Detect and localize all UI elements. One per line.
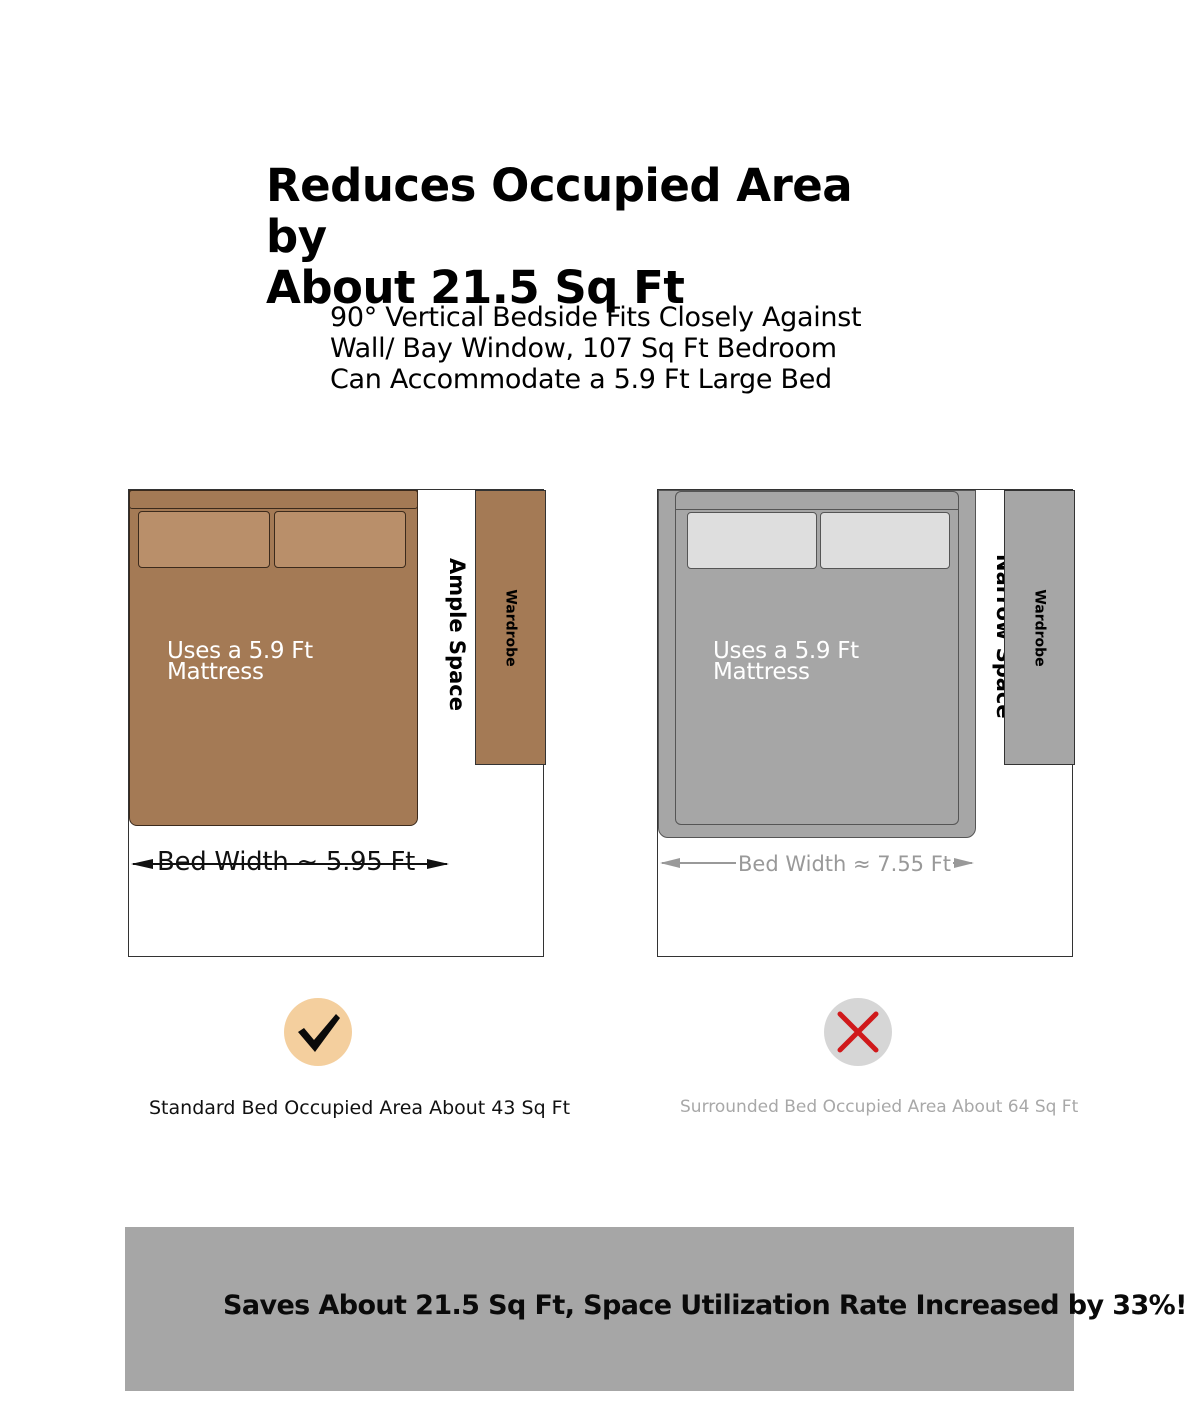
subtitle-line-1: 90° Vertical Bedside Fits Closely Against xyxy=(330,302,862,333)
wardrobe-label: Wardrobe xyxy=(502,588,519,667)
pillow-left xyxy=(687,512,817,569)
wardrobe-label: Wardrobe xyxy=(1031,588,1048,667)
mattress-label-line-2: Mattress xyxy=(167,659,264,685)
title-line-1: Reduces Occupied Area by xyxy=(266,159,853,263)
pillow-right xyxy=(820,512,950,569)
mattress-label-line-2: Mattress xyxy=(713,659,810,685)
surrounded-bed-caption: Surrounded Bed Occupied Area About 64 Sq Ft xyxy=(680,1097,1079,1117)
summary-banner-text: Saves About 21.5 Sq Ft, Space Utilization Rate Increased by 33%! xyxy=(223,1290,1187,1321)
bed-width-label: Bed Width ≈ 7.55 Ft xyxy=(738,852,952,876)
standard-bed xyxy=(129,490,418,826)
subtitle-line-3: Can Accommodate a 5.9 Ft Large Bed xyxy=(330,364,832,395)
mattress-label-line-1: Uses a 5.9 Ft xyxy=(713,638,859,664)
bed-width-label: Bed Width ~ 5.95 Ft xyxy=(157,847,416,877)
page-title xyxy=(266,160,906,313)
cross-icon xyxy=(824,998,892,1066)
wardrobe xyxy=(1004,490,1075,765)
mattress-label xyxy=(167,638,313,685)
title-line-2: About 21.5 Sq Ft xyxy=(266,261,685,314)
check-icon xyxy=(284,998,352,1066)
pillow-right xyxy=(274,511,406,568)
subtitle xyxy=(330,302,890,395)
surrounded-bed xyxy=(658,490,976,838)
ample-space-label: Ample Space xyxy=(445,558,469,711)
mattress-label-line-1: Uses a 5.9 Ft xyxy=(167,638,313,664)
subtitle-line-2: Wall/ Bay Window, 107 Sq Ft Bedroom xyxy=(330,333,837,364)
wardrobe xyxy=(475,490,546,765)
headboard xyxy=(129,490,418,509)
mattress-label xyxy=(713,638,859,685)
surrounded-room-diagram xyxy=(657,489,1073,957)
bed-frame-headline xyxy=(675,509,959,510)
pillow-left xyxy=(138,511,270,568)
standard-room-diagram xyxy=(128,489,544,957)
standard-bed-caption: Standard Bed Occupied Area About 43 Sq Ft xyxy=(149,1097,571,1119)
